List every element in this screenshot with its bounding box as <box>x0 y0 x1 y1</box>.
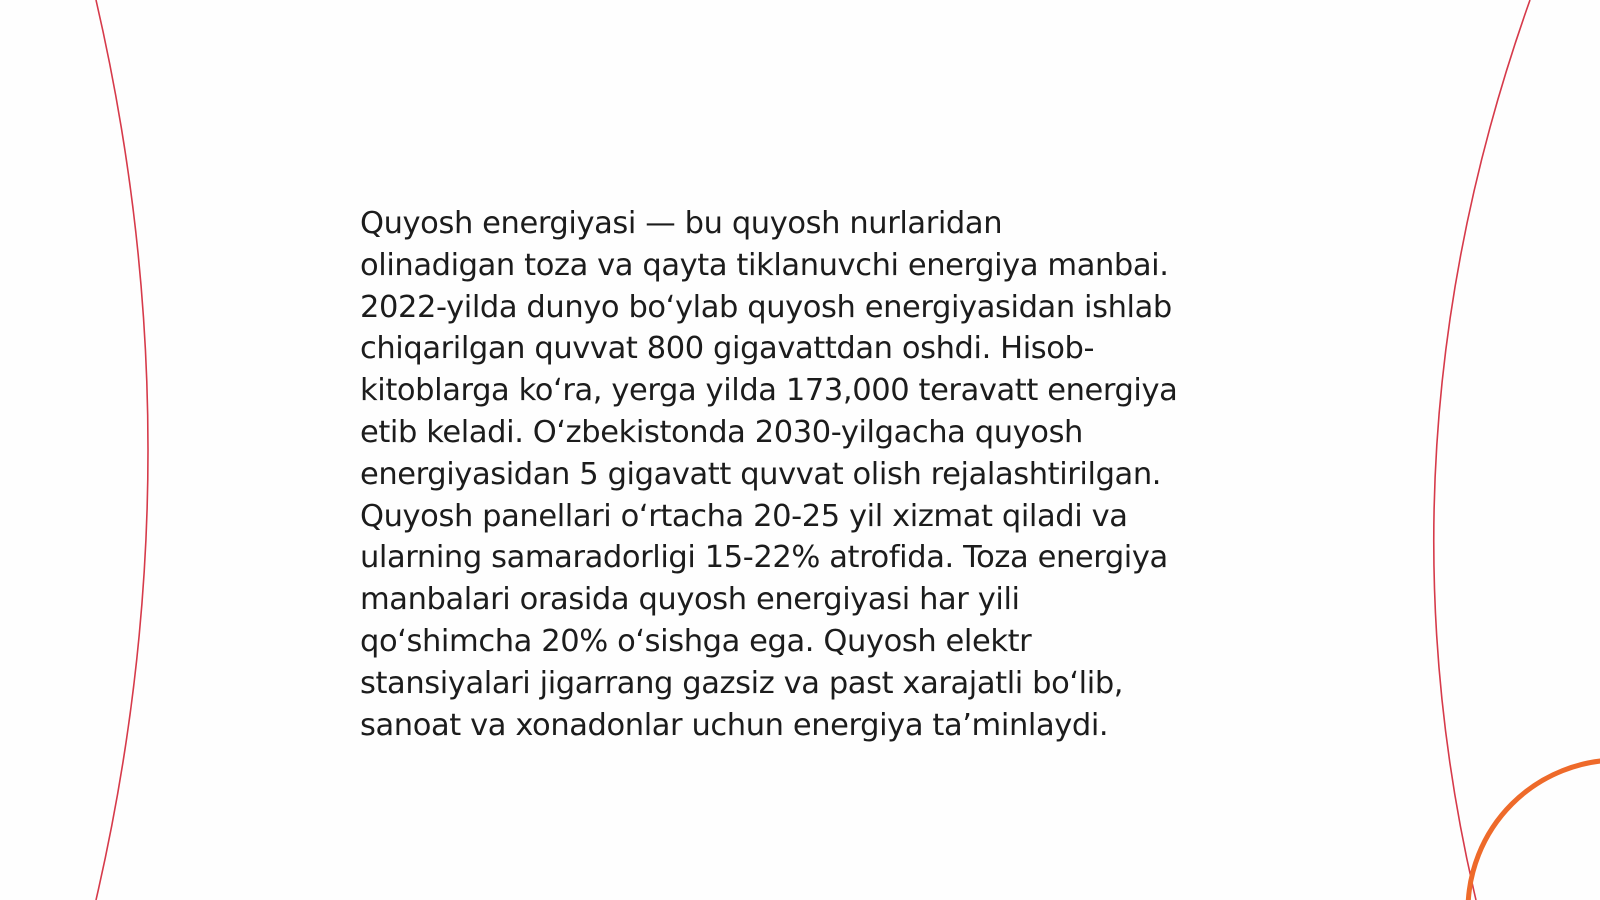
paragraph-line: olinadigan toza va qayta tiklanuvchi energiya manbai. <box>360 247 1169 283</box>
paragraph-line: Quyosh energiyasi — bu quyosh nurlaridan <box>360 206 1003 241</box>
paragraph-line: sanoat va xonadonlar uchun energiya taʼminlaydi. <box>360 707 1109 743</box>
right-curve-line <box>1434 0 1530 900</box>
paragraph-line: energiyasidan 5 gigavatt quvvat olish rejalashtirilgan. <box>360 456 1162 492</box>
paragraph-line: chiqarilgan quvvat 800 gigavattdan oshdi. Hisob- <box>360 331 1095 367</box>
left-curve-line <box>96 0 148 900</box>
paragraph-line: Quyosh panellari oʻrtacha 20-25 yil xizmat qiladi va <box>360 498 1128 534</box>
paragraph-line: qoʻshimcha 20% oʻsishga ega. Quyosh elektr <box>360 623 1032 659</box>
paragraph-line: 2022-yilda dunyo boʻylab quyosh energiyasidan ishlab <box>360 289 1172 325</box>
main-paragraph <box>360 203 1260 746</box>
paragraph-line: ularning samaradorligi 15-22% atrofida. Toza energiya <box>360 540 1168 576</box>
paragraph-line: kitoblarga koʻra, yerga yilda 173,000 teravatt energiya <box>360 373 1178 409</box>
paragraph-line: stansiyalari jigarrang gazsiz va past xarajatli boʻlib, <box>360 665 1124 701</box>
paragraph-line: etib keladi. Oʻzbekistonda 2030-yilgacha quyosh <box>360 414 1083 450</box>
orange-ring-accent <box>1468 760 1600 900</box>
paragraph-line: manbalari orasida quyosh energiyasi har yili <box>360 582 1020 618</box>
